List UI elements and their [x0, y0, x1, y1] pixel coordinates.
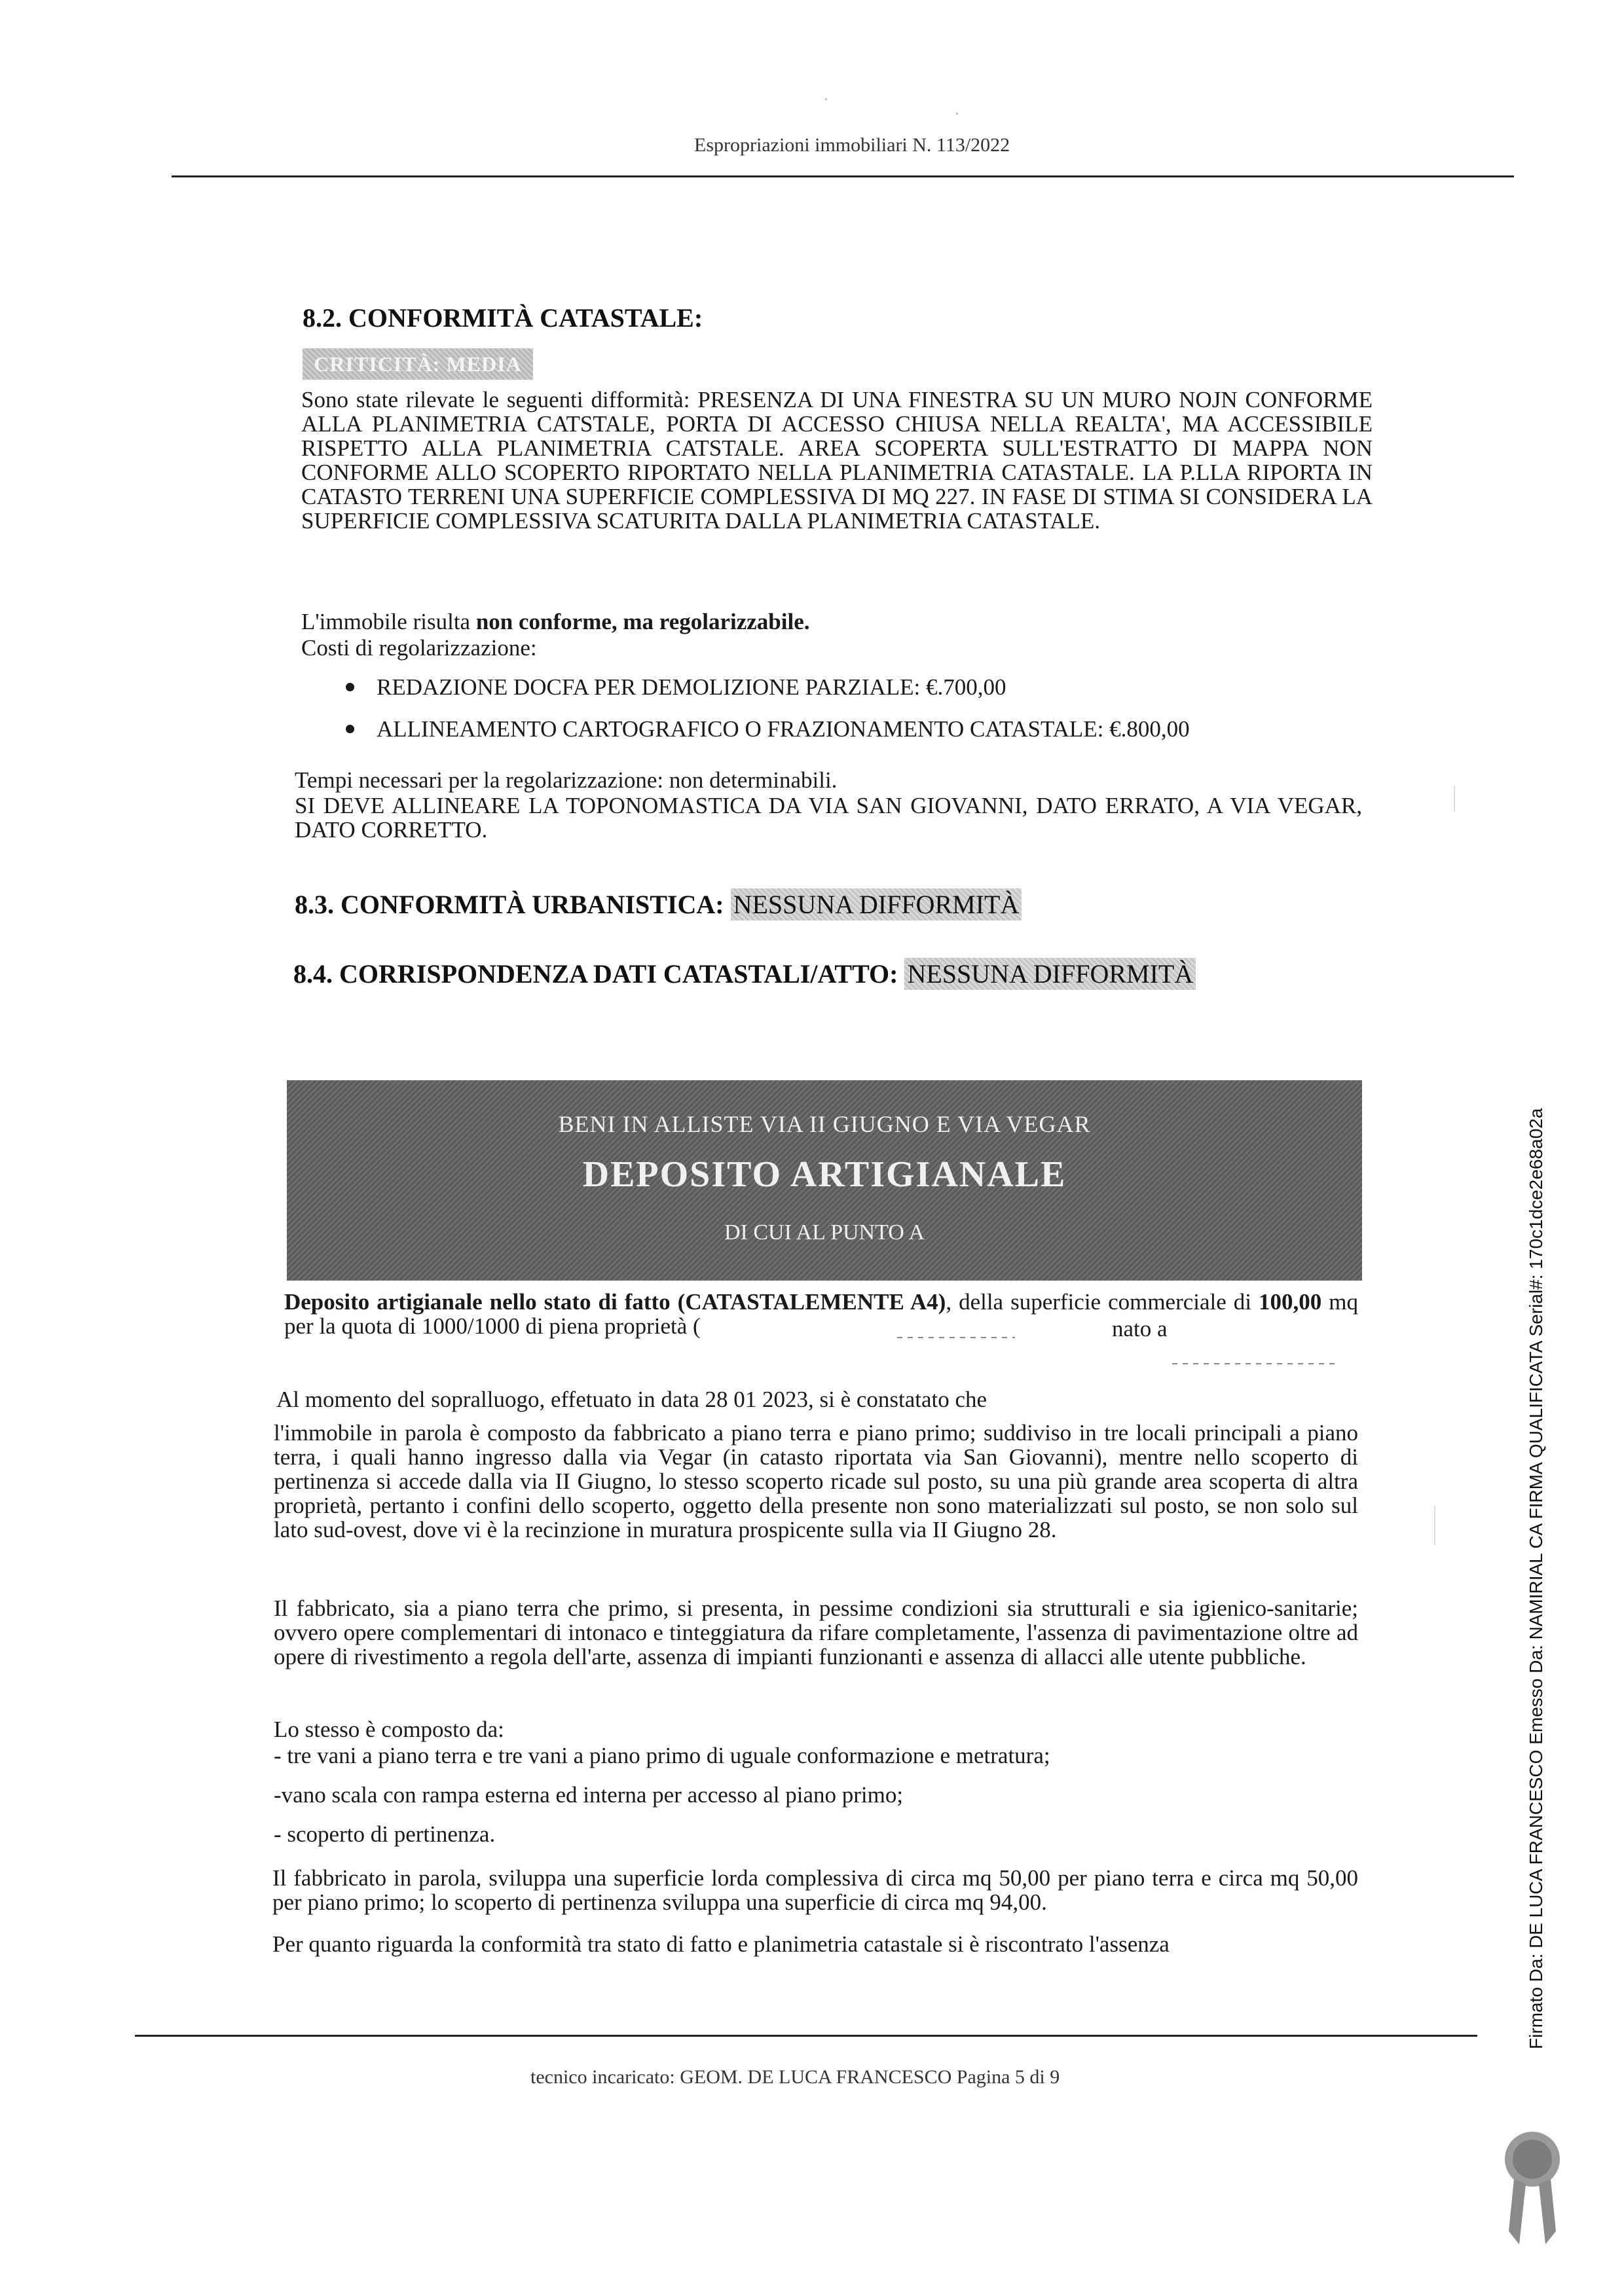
scan-speck [1454, 786, 1455, 812]
section-8-4-value: NESSUNA DIFFORMITÀ [904, 958, 1196, 990]
header-rule [172, 175, 1514, 177]
property-banner [287, 1080, 1362, 1281]
body-paragraph-condition: Il fabbricato, sia a piano terra che primo, si presenta, in pessime condizioni sia strutturali e sia igienico-sanitarie; ovvero opere complementari di intonaco e tinteggiatura da rifare completamente, l'assenza di pavimentazione oltre ad opere di rivestimento a regola dell'arte, assenza di impianti funzionanti e assenza di allacci alle utente pubbliche. [274, 1595, 1358, 1669]
redaction-dash [1172, 1363, 1336, 1364]
section-8-3 [295, 889, 1022, 920]
banner-location: BENI IN ALLISTE VIA II GIUGNO E VIA VEGAR [558, 1111, 1091, 1137]
cost-item-text: REDAZIONE DOCFA PER DEMOLIZIONE PARZIALE: €.700,00 [377, 674, 1006, 700]
desc-text-2: mq per la quota di 1000/1000 di piena proprietà ( [284, 1289, 1359, 1339]
scan-speck [956, 113, 958, 115]
criticita-badge: CRITICITÀ: MEDIA [303, 348, 533, 380]
section-8-3-value: NESSUNA DIFFORMITÀ [731, 888, 1022, 920]
composed-label: Lo stesso è composto da: [274, 1717, 504, 1742]
composition-item: - tre vani a piano terra e tre vani a piano primo di uguale conformazione e metratura; [274, 1743, 1050, 1768]
bullet-icon [346, 725, 354, 733]
difformita-paragraph: Sono state rilevate le seguenti difformità: PRESENZA DI UNA FINESTRA SU UN MURO NOJN CONFORME ALLA PLANIMETRIA CATSTALE, PORTA DI ACCESSO CHIUSA NELLA REALTA', MA ACCESSIBILE RISPETTO ALLA PLANIMETRIA CATSTALE. AREA SCOPERTA SULL'ESTRATTO DI MAPPA NON CONFORME ALLO SCOPERTO RIPORTATO NELLA PLANIMETRIA CATASTALE. LA P.LLA RIPORTA IN CATASTO TERRENI UNA SUPERFICIE COMPLESSIVA DI MQ 227. IN FASE DI STIMA SI CONSIDERA LA SUPERFICIE COMPLESSIVA SCATURITA DALLA PLANIMETRIA CATASTALE. [301, 387, 1373, 534]
sopralluogo-line: Al momento del sopralluogo, effetuato in data 28 01 2023, si è constatato che [276, 1387, 987, 1412]
desc-text-1: , della superficie commerciale di [946, 1289, 1259, 1315]
section-8-4-title: 8.4. CORRISPONDENZA DATI CATASTALI/ATTO: [293, 959, 898, 989]
cost-item [346, 716, 1190, 742]
body-paragraph-conformity: Per quanto riguarda la conformità tra stato di fatto e planimetria catastale si è riscontrato l'assenza [272, 1931, 1170, 1957]
costs-label: Costi di regolarizzazione: [301, 635, 537, 661]
redaction-dash [897, 1337, 1015, 1338]
composition-item: -vano scala con rampa esterna ed interna per accesso al piano primo; [274, 1782, 904, 1808]
document-header: Espropriazioni immobiliari N. 113/2022 [694, 134, 1010, 156]
digital-signature-text: Firmato Da: DE LUCA FRANCESCO Emesso Da: NAMIRIAL CA FIRMA QUALIFICATA Serial#: 170c1dce2e68a02a [1526, 1108, 1546, 2049]
nato-a-label: nato a [1112, 1316, 1168, 1341]
section-8-4 [293, 958, 1196, 989]
body-paragraph-surface: Il fabbricato in parola, sviluppa una superficie lorda complessiva di circa mq 50,00 per piano terra e circa mq 50,00 per piano primo; lo scoperto di pertinenza sviluppa una superficie di circa mq 94,00. [272, 1865, 1358, 1915]
times-line: Tempi necessari per la regolarizzazione: non determinabili. [295, 767, 838, 793]
composition-item: - scoperto di pertinenza. [274, 1821, 496, 1847]
banner-title: DEPOSITO ARTIGIANALE [582, 1154, 1067, 1195]
document-footer: tecnico incaricato: GEOM. DE LUCA FRANCESCO Pagina 5 di 9 [530, 2066, 1060, 2088]
desc-bold-2: 100,00 [1259, 1289, 1322, 1315]
bullet-icon [346, 683, 354, 691]
toponomastica-note: SI DEVE ALLINEARE LA TOPONOMASTICA DA VIA SAN GIOVANNI, DATO ERRATO, A VIA VEGAR, DATO CORRETTO. [295, 793, 1362, 843]
cost-item-text: ALLINEAMENTO CARTOGRAFICO O FRAZIONAMENTO CATASTALE: €.800,00 [377, 716, 1190, 742]
status-bold: non conforme, ma regolarizzabile. [475, 609, 810, 634]
status-line [301, 609, 809, 635]
deposit-description [284, 1290, 1358, 1338]
desc-bold-1: Deposito artigianale nello stato di fatto (CATASTALEMENTE A4) [284, 1289, 946, 1315]
status-prefix: L'immobile risulta [301, 609, 476, 634]
cost-item [346, 674, 1006, 701]
scan-speck [1434, 1506, 1435, 1545]
section-8-2-title: 8.2. CONFORMITÀ CATASTALE: [303, 303, 703, 333]
body-paragraph-composition: l'immobile in parola è composto da fabbricato a piano terra e piano primo; suddiviso in tre locali principali a piano terra, i quali hanno ingresso dalla via Vegar (in catasto riportata via San Giovanni), mentre nello scoperto di pertinenza si accede dalla via II Giugno, lo stesso scoperto ricade sul posto, su una più grande area scoperta di altra proprietà, pertanto i confini dello scoperto, oggetto della presente non sono materializzati sul posto, se non solo sul lato sud-ovest, dove vi è la recinzione in muratura prospicente sulla via II Giugno 28. [274, 1420, 1358, 1542]
signature-seal-icon [1500, 2126, 1565, 2270]
footer-rule [135, 2035, 1477, 2037]
banner-subtitle: DI CUI AL PUNTO A [724, 1220, 925, 1245]
scan-speck [825, 98, 827, 100]
section-8-3-title: 8.3. CONFORMITÀ URBANISTICA: [295, 890, 724, 919]
